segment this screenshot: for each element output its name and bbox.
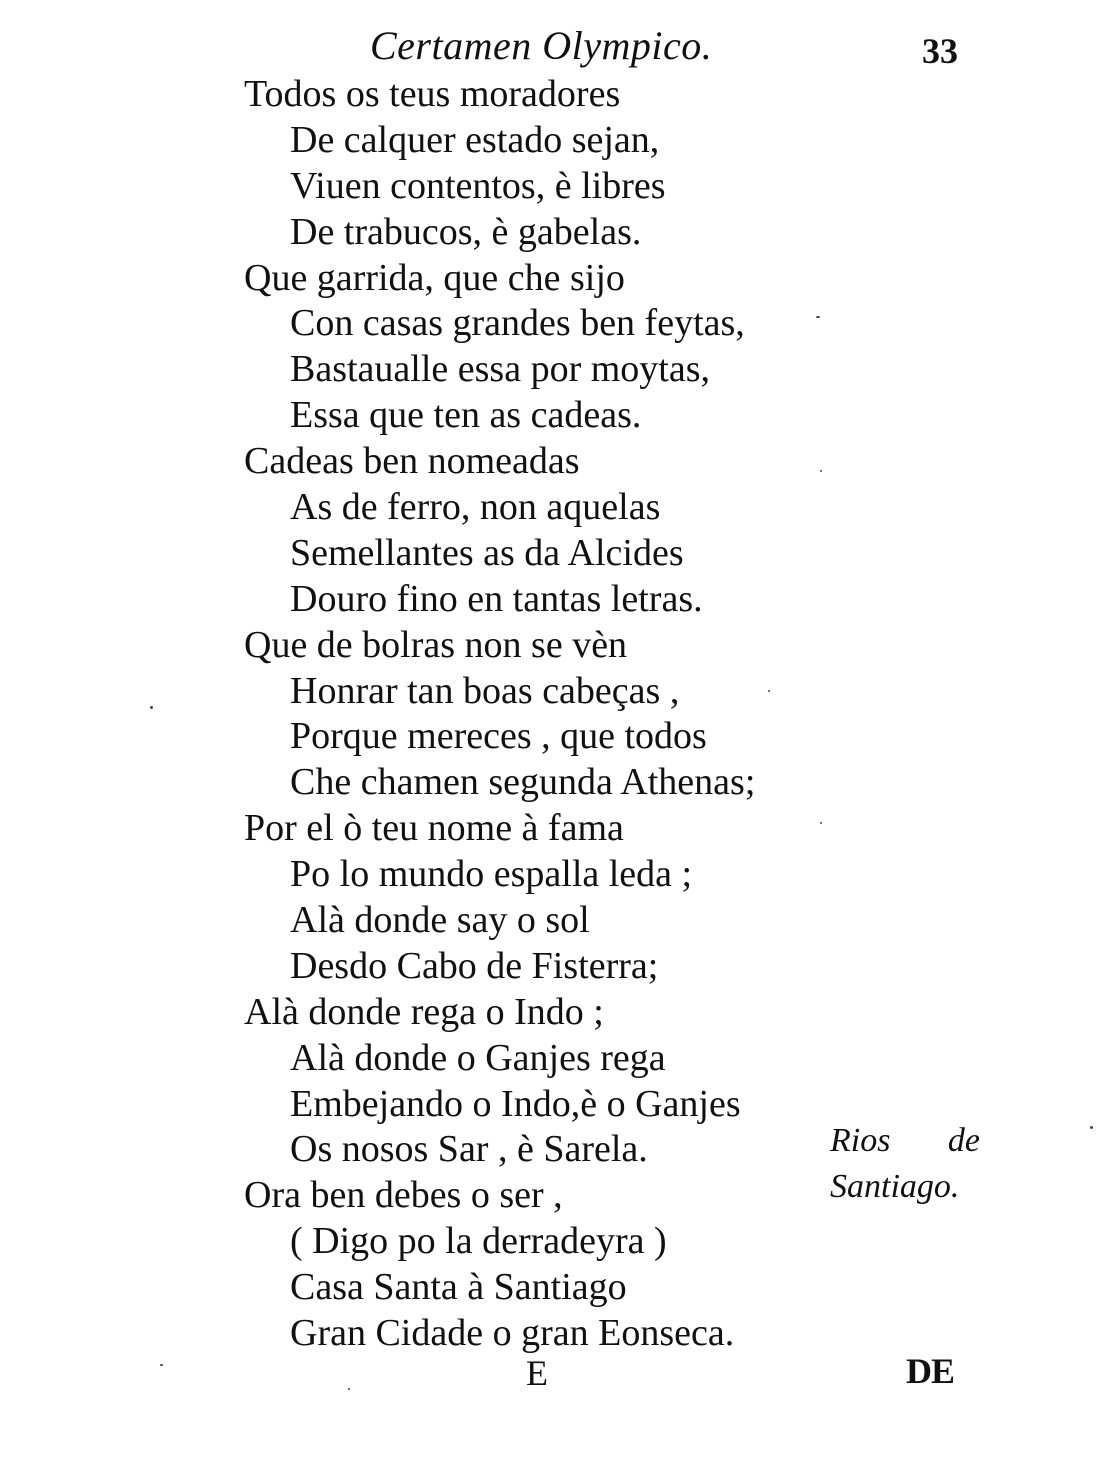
- signature-mark: E: [526, 1353, 548, 1393]
- ink-speck: [768, 690, 770, 692]
- verse-line: Porque mereces , que todos: [290, 715, 707, 758]
- verse-line: Os nosos Sar , è Sarela.: [290, 1128, 648, 1171]
- verse-line: Semellantes as da Alcides: [290, 531, 684, 574]
- verse-line: Ora ben debes o ser ,: [244, 1174, 563, 1217]
- ink-speck: [816, 316, 820, 318]
- ink-speck: [1090, 1126, 1093, 1129]
- verse-line: Bastaualle essa por moytas,: [290, 348, 711, 391]
- verse-line: De calquer estado sejan,: [290, 118, 660, 161]
- margin-note-line: Santiago.: [830, 1168, 960, 1205]
- margin-note-line: Rios de: [830, 1122, 980, 1159]
- verse-line: Essa que ten as cadeas.: [290, 394, 642, 437]
- verse-line: ( Digo po la derradeyra ): [290, 1220, 667, 1263]
- ink-speck: [820, 470, 822, 472]
- margin-note: [830, 1118, 980, 1210]
- verse-line: Alà donde rega o Indo ;: [244, 990, 604, 1033]
- verse-line: Honrar tan boas cabeças ,: [290, 669, 680, 712]
- verse-line: Casa Santa à Santiago: [290, 1266, 627, 1309]
- ink-speck: [820, 822, 822, 824]
- verse-line: As de ferro, non aquelas: [290, 486, 661, 529]
- ink-speck: [160, 1364, 163, 1366]
- verse-line: Po lo mundo espalla leda ;: [290, 853, 693, 896]
- verse-line: Alà donde o Ganjes rega: [290, 1036, 666, 1079]
- verse-line: Embejando o Indo,è o Ganjes: [290, 1082, 741, 1125]
- verse-line: Che chamen segunda Athenas;: [290, 761, 756, 804]
- page-number: 33: [922, 31, 958, 71]
- verse-line: Alà donde say o sol: [290, 899, 590, 942]
- verse-line: De trabucos, è gabelas.: [290, 210, 642, 253]
- verse-line: Por el ò teu nome à fama: [244, 807, 624, 850]
- verse-line: Que de bolras non se vèn: [244, 623, 628, 666]
- ink-speck: [348, 1388, 350, 1390]
- verse-line: Todos os teus moradores: [244, 73, 621, 115]
- verse-line: Gran Cidade o gran Eonseca.: [290, 1312, 735, 1355]
- verse-line: Con casas grandes ben feytas,: [290, 302, 745, 345]
- running-title: Certamen Olympico.: [370, 23, 713, 68]
- ink-speck: [150, 706, 153, 709]
- verse-line: Desdo Cabo de Fisterra;: [290, 944, 659, 987]
- verse-line: Cadeas ben nomeadas: [244, 440, 580, 483]
- catchword: DE: [906, 1351, 955, 1391]
- verse-line: Que garrida, que che sijo: [244, 256, 625, 299]
- verse-line: Viuen contentos, è libres: [290, 164, 666, 207]
- verse-line: Douro fino en tantas letras.: [290, 577, 703, 620]
